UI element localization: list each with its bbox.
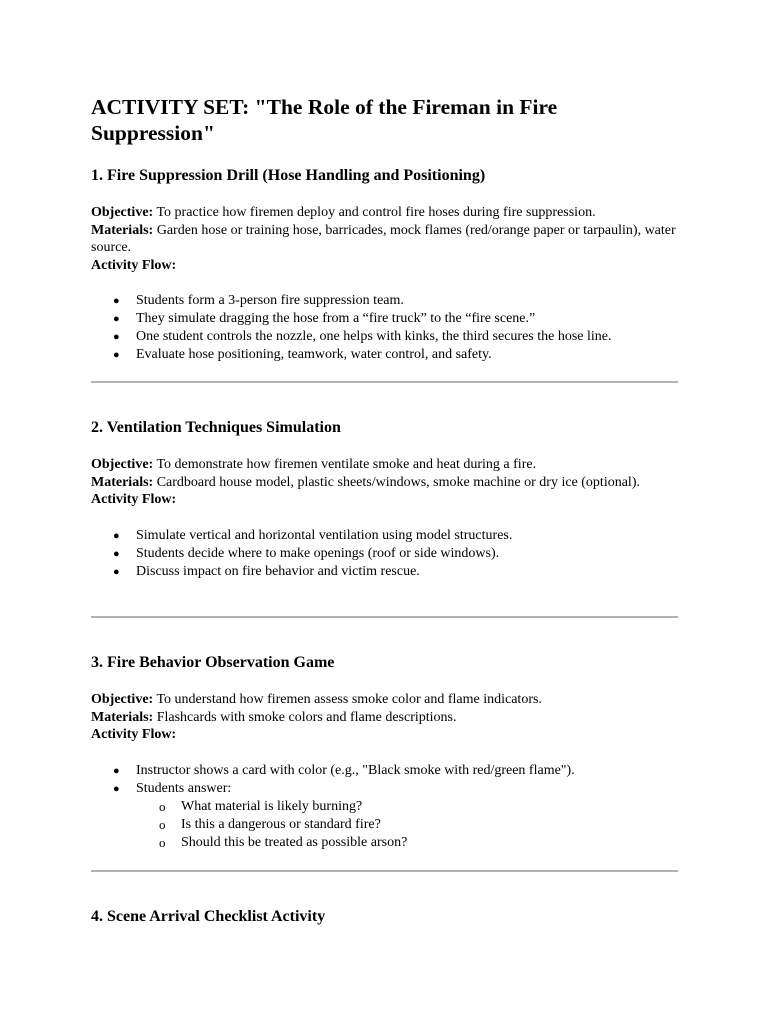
list-item-text: Students form a 3-person fire suppression team. (136, 293, 404, 309)
section-1-materials (91, 222, 678, 257)
section-1 (91, 166, 678, 364)
section-2-heading: 2. Ventilation Techniques Simulation (91, 419, 341, 436)
sub-list-item-text: Is this a dangerous or standard fire? (181, 816, 381, 832)
section-2 (91, 418, 678, 581)
bullet-icon: ● (113, 331, 120, 344)
section-3-objective (91, 691, 678, 709)
list-item (91, 310, 678, 328)
materials-label: Materials: (91, 709, 154, 725)
objective-label: Objective: (91, 205, 154, 220)
list-item (91, 292, 678, 310)
section-3 (91, 653, 678, 852)
materials-text: Flashcards with smoke colors and flame descriptions. (156, 709, 457, 725)
list-item-text: Evaluate hose positioning, teamwork, water control, and safety. (136, 347, 492, 363)
list-item-text: Students decide where to make openings (roof or side windows). (136, 545, 500, 561)
bullet-icon: ● (113, 565, 120, 578)
activity-flow-label: Activity Flow: (91, 727, 177, 743)
section-3-materials (91, 709, 678, 727)
objective-text: To demonstrate how firemen ventilate smoke and heat during a fire. (156, 457, 537, 472)
bullet-icon: ● (113, 295, 120, 308)
section-1-bullet-list (91, 292, 678, 364)
sub-list-item (136, 834, 678, 852)
list-item-text: Instructor shows a card with color (e.g., "Black smoke with red/green flame"). (136, 762, 575, 778)
bullet-icon: ● (113, 529, 120, 542)
section-2-bullet-list (91, 527, 678, 581)
materials-label: Materials: (91, 222, 154, 238)
list-item-text: Discuss impact on fire behavior and victim rescue. (136, 563, 420, 579)
objective-text: To practice how firemen deploy and control fire hoses during fire suppression. (156, 205, 596, 220)
section-4-heading: 4. Scene Arrival Checklist Activity (91, 908, 326, 925)
bullet-icon: ● (113, 349, 120, 362)
list-item (91, 563, 678, 581)
divider-1 (91, 381, 678, 383)
section-4 (91, 907, 678, 945)
sub-list-item (136, 816, 678, 834)
list-item-text: Simulate vertical and horizontal ventilation using model structures. (136, 527, 513, 543)
section-2-objective (91, 456, 678, 474)
horizontal-rule (91, 616, 678, 618)
section-3-sub-list (136, 798, 678, 852)
divider-2 (91, 616, 678, 618)
list-item (91, 328, 678, 346)
section-1-objective (91, 204, 678, 222)
list-item (91, 780, 678, 852)
section-3-bullet-list (91, 762, 678, 852)
section-2-materials (91, 474, 678, 492)
sub-list-item-text: Should this be treated as possible arson? (181, 834, 408, 850)
list-item-text: One student controls the nozzle, one helps with kinks, the third secures the hose line. (136, 329, 612, 345)
divider-3 (91, 870, 678, 872)
materials-text: Cardboard house model, plastic sheets/windows, smoke machine or dry ice (optional). (156, 474, 640, 490)
objective-label: Objective: (91, 457, 154, 472)
sub-list-item-text: What material is likely burning? (181, 798, 363, 814)
objective-label: Objective: (91, 692, 154, 707)
list-item (91, 762, 678, 780)
circle-bullet-icon: o (159, 816, 166, 832)
circle-bullet-icon: o (159, 798, 166, 814)
bullet-icon: ● (113, 782, 120, 795)
bullet-icon: ● (113, 547, 120, 560)
circle-bullet-icon: o (159, 834, 166, 850)
materials-label: Materials: (91, 474, 154, 490)
materials-text: Garden hose or training hose, barricades, mock flames (red/orange paper or tarpaulin), water source. (91, 222, 676, 256)
activity-flow-label: Activity Flow: (91, 257, 177, 273)
horizontal-rule (91, 381, 678, 383)
sub-list-item (136, 798, 678, 816)
bullet-icon: ● (113, 313, 120, 326)
section-1-heading: 1. Fire Suppression Drill (Hose Handling and Positioning) (91, 167, 486, 184)
document-title: ACTIVITY SET: "The Role of the Fireman in Fire Suppression" (91, 95, 558, 145)
bullet-icon: ● (113, 764, 120, 777)
activity-flow-label: Activity Flow: (91, 492, 177, 508)
list-item-text: Students answer: (136, 780, 232, 796)
objective-text: To understand how firemen assess smoke color and flame indicators. (156, 692, 542, 707)
list-item (91, 346, 678, 364)
list-item (91, 545, 678, 563)
list-item (91, 527, 678, 545)
horizontal-rule (91, 870, 678, 872)
section-3-heading: 3. Fire Behavior Observation Game (91, 654, 335, 671)
list-item-text: They simulate dragging the hose from a “fire truck” to the “fire scene.” (136, 311, 536, 327)
